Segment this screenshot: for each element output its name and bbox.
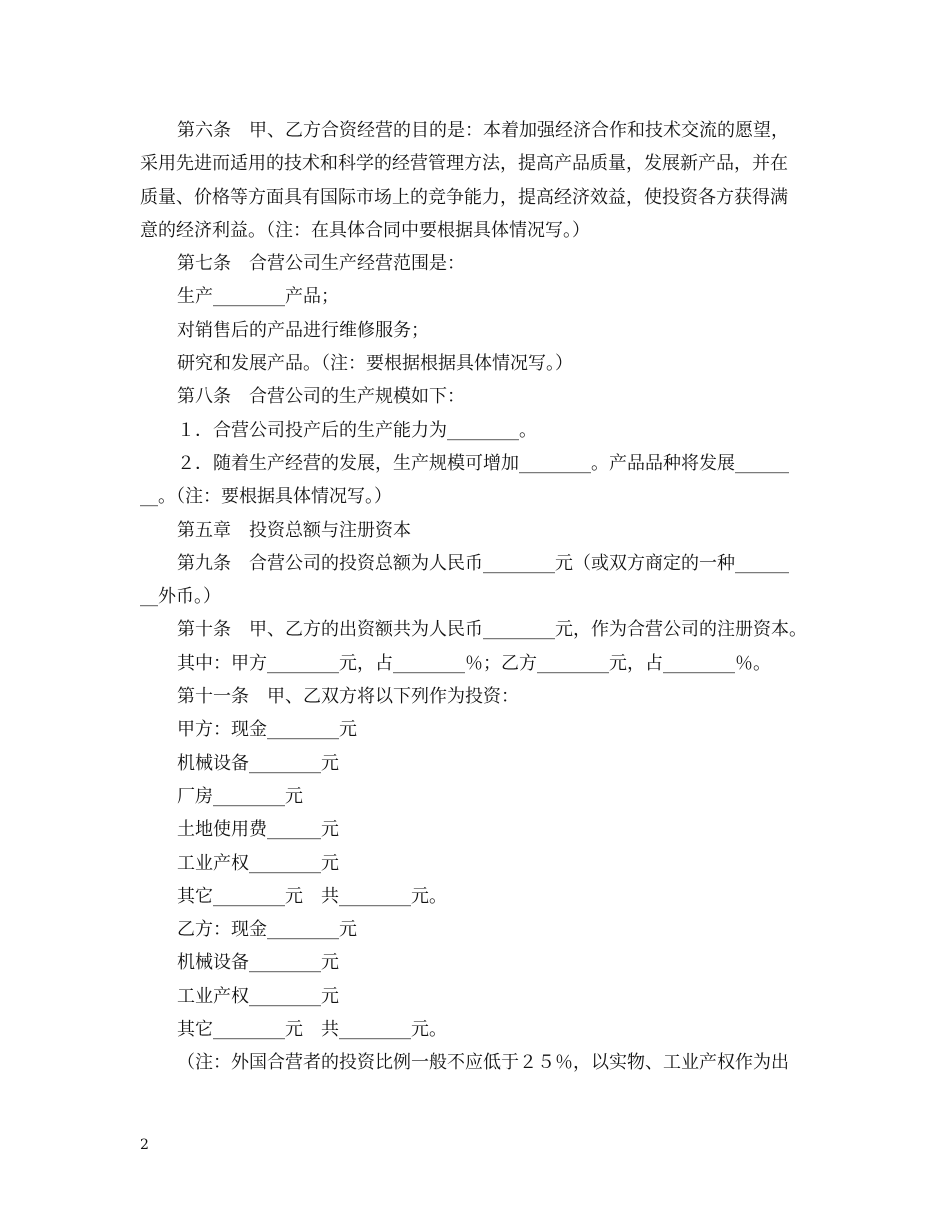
text-line: 其它________元 共________元。 (177, 1019, 447, 1041)
text-line: 其它________元 共________元。 (177, 885, 447, 907)
text-line: 乙方：现金________元 (177, 919, 357, 941)
text-line: 对销售后的产品进行维修服务； (177, 319, 429, 341)
text-line: 第六条 甲、乙方合资经营的目的是：本着加强经济合作和技术交流的愿望， (177, 120, 789, 141)
text-line: 工业产权________元 (177, 852, 339, 874)
text-line: 其中：甲方________元，占________％；乙方________元，占________％。 (177, 652, 771, 674)
text-line: 第八条 合营公司的生产规模如下： (177, 386, 465, 408)
text-line: 土地使用费______元 (177, 819, 339, 841)
text-line: 第十条 甲、乙方的出资额共为人民币________元，作为合营公司的注册资本。 (177, 619, 807, 641)
text-line: __。（注：要根据具体情况写。） (140, 486, 392, 508)
page-number: 2 (140, 1137, 149, 1153)
text-line: 意的经济利益。（注：在具体合同中要根据具体情况写。） (140, 219, 590, 241)
text-line: 工业产权________元 (177, 985, 339, 1007)
text-line: 采用先进而适用的技术和科学的经营管理方法，提高产品质量，发展新产品，并在 (140, 153, 788, 175)
text-line: 机械设备________元 (177, 752, 339, 774)
text-line: 生产________产品； (177, 286, 339, 308)
text-line: 厂房________元 (177, 785, 303, 807)
text-line: （注：外国合营者的投资比例一般不应低于２５％，以实物、工业产权作为出 (177, 1052, 789, 1074)
text-line: １．合营公司投产后的生产能力为________。 (177, 419, 537, 441)
text-line: 第九条 合营公司的投资总额为人民币________元（或双方商定的一种______ (177, 552, 789, 574)
text-line: __外币。） (140, 586, 221, 608)
document-body (140, 114, 820, 1080)
text-line: ２．随着生产经营的发展，生产规模可增加________。产品品种将发展______ (177, 452, 789, 474)
text-line: 质量、价格等方面具有国际市场上的竞争能力，提高经济效益，使投资各方获得满 (140, 186, 788, 208)
text-line: 第十一条 甲、乙双方将以下列作为投资： (177, 686, 519, 708)
text-line: 第七条 合营公司生产经营范围是： (177, 253, 465, 275)
text-line: 研究和发展产品。（注：要根据根据具体情况写。） (177, 353, 573, 375)
text-line: 第五章 投资总额与注册资本 (177, 519, 411, 541)
text-line: 甲方：现金________元 (177, 719, 357, 741)
text-line: 机械设备________元 (177, 952, 339, 974)
